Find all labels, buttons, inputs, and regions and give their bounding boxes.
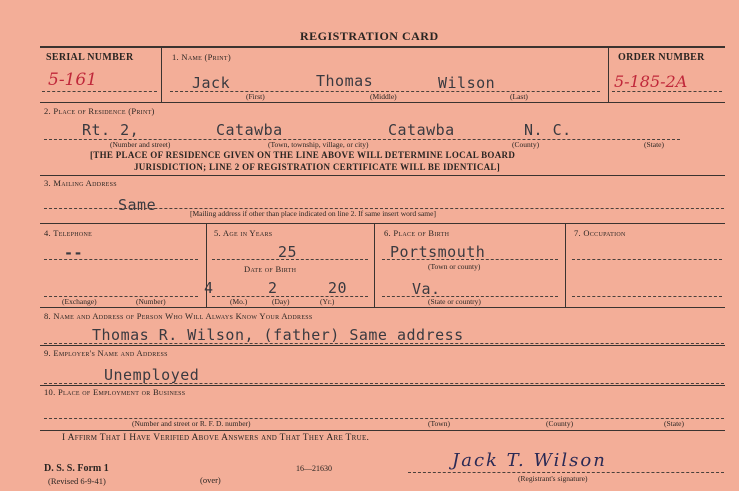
month-caption: (Mo.) [230, 297, 248, 306]
rule-after-row6 [40, 385, 725, 386]
order-value: 5-185-2A [614, 72, 688, 91]
contact-value: Thomas R. Wilson, (father) Same address [92, 326, 464, 344]
telephone-value: -- [64, 244, 84, 262]
name-label: 1. Name (Print) [172, 52, 231, 62]
telephone-line-1 [44, 259, 198, 260]
divider-order [608, 46, 609, 102]
employment-street-caption: (Number and street or R. F. D. number) [132, 419, 251, 428]
occupation-line-2 [572, 296, 722, 297]
registrant-signature: Jack T. Wilson [452, 450, 607, 471]
age-value: 25 [278, 243, 298, 261]
rule-after-row5 [40, 345, 725, 346]
employer-label: 9. Employer's Name and Address [44, 348, 168, 358]
birthplace-town: Portsmouth [390, 243, 486, 261]
middle-name: Thomas [316, 72, 374, 90]
mailing-caption: [Mailing address if other than place indicated on line 2. If same insert word same] [190, 209, 436, 218]
birthplace-state-caption: (State or country) [428, 297, 481, 306]
residence-county-caption: (County) [512, 140, 540, 149]
form-code: 16—21630 [296, 464, 332, 473]
residence-note-2: JURISDICTION; LINE 2 OF REGISTRATION CERTIFICATE WILL BE IDENTICAL] [134, 162, 501, 172]
day-caption: (Day) [272, 297, 290, 306]
rule-after-row3 [40, 223, 725, 224]
employment-town-caption: (Town) [428, 419, 450, 428]
mailing-value: Same [118, 196, 157, 214]
divider-birth [374, 223, 375, 307]
age-label: 5. Age in Years [214, 228, 273, 238]
affirmation-text: I Affirm That I Have Verified Above Answers and That They Are True. [62, 433, 370, 443]
signature-caption: (Registrant's signature) [518, 474, 588, 483]
form-revised: (Revised 6-9-41) [48, 476, 106, 486]
card-title: REGISTRATION CARD [300, 29, 439, 43]
divider-serial [161, 46, 162, 102]
year-caption: (Yr.) [320, 297, 335, 306]
residence-state: N. C. [524, 121, 572, 139]
serial-label: SERIAL NUMBER [46, 52, 134, 63]
signature-line [408, 472, 724, 473]
rule-after-row4 [40, 307, 725, 308]
rule-after-row2 [40, 175, 725, 176]
contact-line [44, 343, 724, 344]
middle-caption: (Middle) [370, 92, 397, 101]
birthplace-state: Va. [412, 280, 441, 298]
order-line [612, 91, 722, 92]
telephone-label: 4. Telephone [44, 228, 93, 238]
dob-month: 4 [204, 279, 214, 297]
dob-year: 20 [328, 279, 348, 297]
serial-value: 5-161 [48, 70, 98, 90]
residence-street: Rt. 2, [82, 121, 140, 139]
residence-town-caption: (Town, township, village, or city) [268, 140, 369, 149]
employment-county-caption: (County) [546, 419, 574, 428]
order-label: ORDER NUMBER [618, 52, 705, 63]
residence-note-1: [THE PLACE OF RESIDENCE GIVEN ON THE LINE ABOVE WILL DETERMINE LOCAL BOARD [90, 150, 516, 160]
rule-after-row7 [40, 430, 725, 431]
age-line [212, 259, 368, 260]
residence-street-caption: (Number and street) [110, 140, 171, 149]
divider-occupation [565, 223, 566, 307]
rule-after-row1 [40, 102, 725, 103]
first-caption: (First) [246, 92, 265, 101]
birthplace-town-caption: (Town or county) [428, 262, 481, 271]
last-name: Wilson [438, 74, 496, 92]
contact-label: 8. Name and Address of Person Who Will Always Know Your Address [44, 311, 313, 321]
exchange-caption: (Exchange) [62, 297, 97, 306]
residence-state-caption: (State) [644, 140, 664, 149]
last-caption: (Last) [510, 92, 528, 101]
serial-line [42, 91, 157, 92]
first-name: Jack [192, 74, 231, 92]
residence-label: 2. Place of Residence (Print) [44, 106, 155, 116]
dob-day: 2 [268, 279, 278, 297]
birthplace-label: 6. Place of Birth [384, 228, 450, 238]
occupation-line-1 [572, 259, 722, 260]
form-number: D. S. S. Form 1 [44, 463, 109, 474]
occupation-label: 7. Occupation [574, 228, 626, 238]
employer-value: Unemployed [104, 366, 200, 384]
residence-town: Catawba [216, 121, 283, 139]
number-caption: (Number) [136, 297, 166, 306]
mailing-label: 3. Mailing Address [44, 178, 117, 188]
employment-label: 10. Place of Employment or Business [44, 387, 186, 397]
employment-state-caption: (State) [664, 419, 684, 428]
residence-county: Catawba [388, 121, 455, 139]
dob-label: Date of Birth [244, 264, 297, 274]
employer-line [44, 383, 724, 384]
rule-top [40, 46, 725, 48]
over-text: (over) [200, 475, 221, 485]
birthplace-town-line [382, 259, 558, 260]
